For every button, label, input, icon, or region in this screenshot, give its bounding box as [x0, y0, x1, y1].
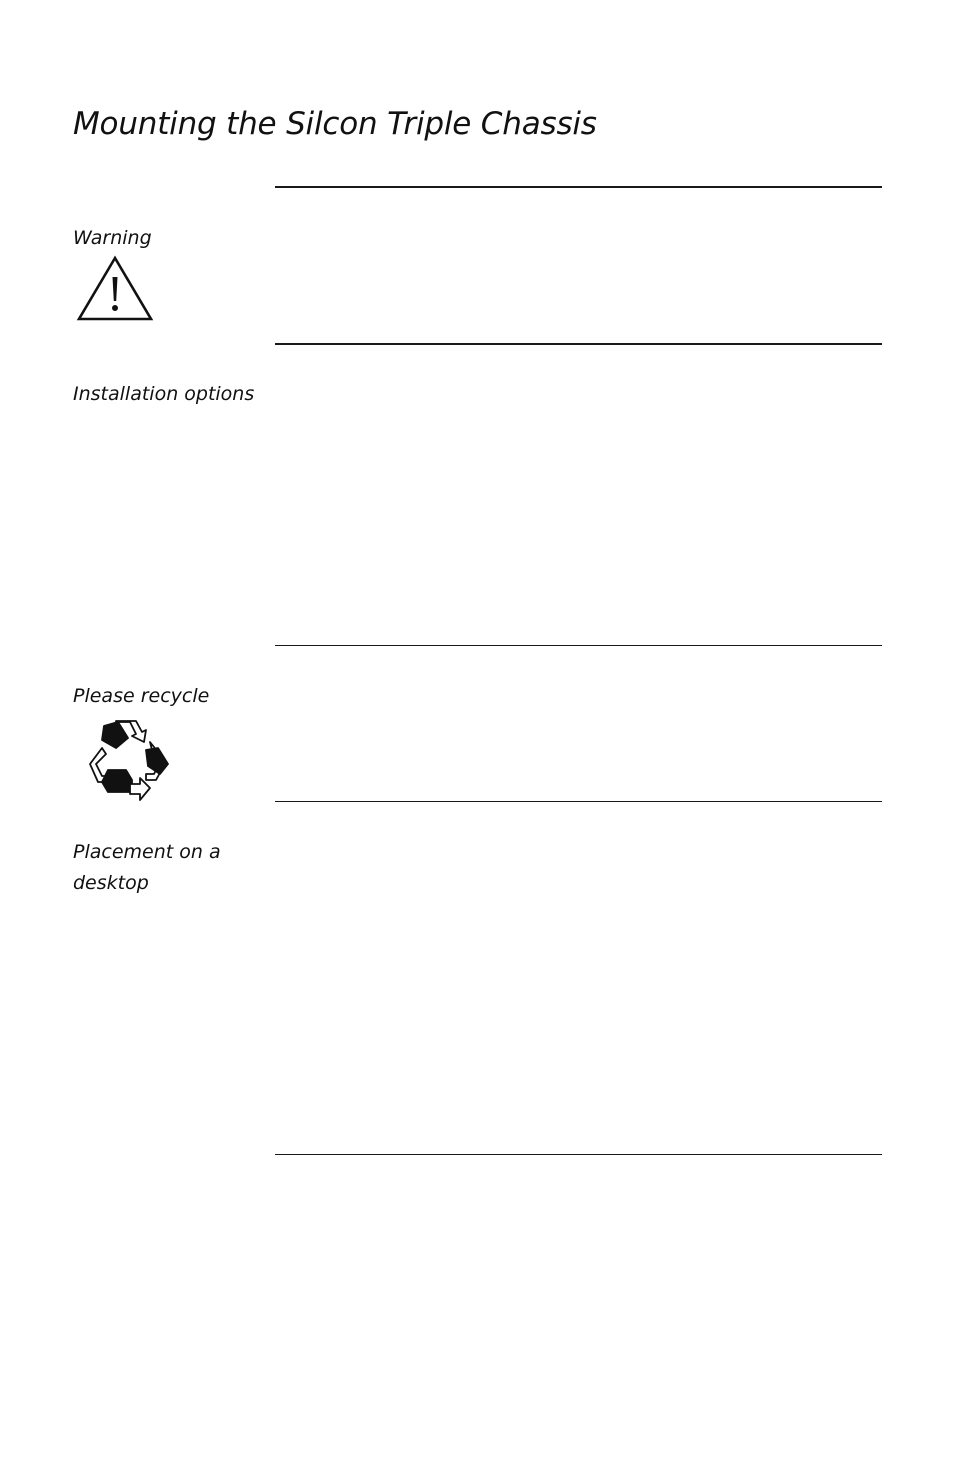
section-divider: [275, 801, 882, 802]
recycle-icon: [86, 718, 172, 802]
section-divider: [275, 1154, 882, 1155]
section-divider: [275, 343, 882, 345]
warning-triangle-icon: [76, 255, 154, 323]
section-label-please-recycle: Please recycle: [73, 685, 210, 707]
section-label-warning: Warning: [73, 227, 152, 249]
page-title: Mounting the Silcon Triple Chassis: [73, 106, 597, 142]
section-divider: [275, 186, 882, 188]
section-divider: [275, 645, 882, 646]
section-label-installation-options: Installation options: [73, 383, 255, 405]
section-label-placement-on-a-desktop: Placement on a desktop: [73, 841, 221, 894]
